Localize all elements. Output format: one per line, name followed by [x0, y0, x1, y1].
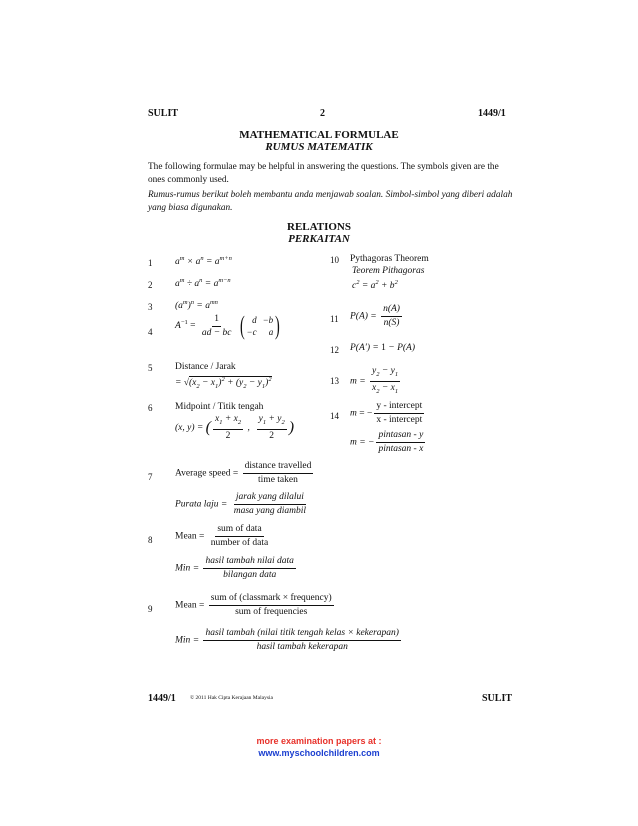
sum-classmark: sum of (classmark × frequency) [209, 593, 334, 606]
min-label: Min [175, 563, 191, 574]
masa-label: masa yang diambil [233, 506, 307, 516]
footer-code: 1449/1 [148, 693, 176, 704]
formula-8-ms: Min = $\frac{\text{hasil tambah nilai data}}{\text{bilangan data}}$ [175, 556, 294, 580]
avg-speed-label: Average speed [175, 468, 231, 479]
pintasan-x: pintasan - x [378, 444, 424, 454]
time-taken: time taken [258, 475, 298, 485]
pythagoras-label: Pythagoras Theorem [350, 254, 429, 264]
distance-travelled: distance travelled [243, 461, 314, 474]
formula-number: 1 [148, 258, 153, 268]
formula-14-ms: m = − $\frac{\text{pintasan - y}}{\text{pintasan - x}}$ [350, 430, 424, 454]
formula-number: 10 [330, 255, 339, 265]
formula-7: Average speed = $\frac{\text{distance travelled}}{\text{time taken}}$ [175, 461, 312, 485]
formula-4: $A^{-1}$ = $\frac{1}{ad - bc}$ ( d −b −c a ) [175, 311, 280, 340]
title-ms: RUMUS MATEMATIK [265, 141, 373, 153]
formula-3: $(a^m)^n = a^{mn}$ [175, 299, 218, 312]
x-intercept: x - intercept [376, 415, 423, 425]
formula-5: = $√(x_2 - x_1)^2 + (y_2 - y_1)^2$ [175, 376, 272, 391]
mean-label: Mean [175, 531, 197, 542]
formula-number: 3 [148, 302, 153, 312]
number-of-data: number of data [210, 538, 269, 548]
section-relations: RELATIONS [287, 221, 351, 233]
formula-number: 9 [148, 604, 153, 614]
formula-7-ms: Purata laju = $\frac{\text{jarak yang dilalui}}{\text{masa yang diambil}}$ [175, 492, 307, 516]
formula-2: $a^m \div a^n = a^{m-n}$ [175, 277, 231, 290]
sum-of-data: sum of data [215, 524, 263, 537]
formula-9-ms: Min = $\frac{\text{hasil tambah (nilai titik tengah kelas × kekerapan)}}{\text{hasil tambah kekerapan}}$ [175, 628, 399, 652]
mean-label-9: Mean [175, 600, 197, 611]
formula-11: P(A) = $\frac{n(A)}{n(S)}$ [350, 304, 400, 328]
header-code: 1449/1 [478, 108, 506, 119]
formula-14: m = − $\frac{\text{y - intercept}}{\text{x - intercept}}$ [350, 401, 423, 425]
pythagoras-label-ms: Teorem Pithagoras [352, 266, 425, 276]
formula-number: 11 [330, 314, 339, 324]
formula-9: Mean = $\frac{\text{sum of (classmark × frequency)}}{\text{sum of frequencies}}$ [175, 593, 332, 617]
hasil-kelas: hasil tambah (nilai titik tengah kelas × kekerapan) [203, 628, 400, 641]
hasil-nilai: hasil tambah nilai data [203, 556, 295, 569]
intro-ms: Rumus-rumus berikut boleh membantu anda menjawab soalan. Simbol-simbol yang diberi adalah yang biasa digunakan. [148, 190, 513, 213]
formula-number: 4 [148, 327, 153, 337]
formula-6: (x, y) = ( $\frac{x_1 + x_2}{2}$ , $\frac{y_1 + y_2}{2}$ ) [175, 414, 295, 441]
formula-number: 7 [148, 472, 153, 482]
formula-number: 5 [148, 363, 153, 373]
formula-number: 8 [148, 535, 153, 545]
title-en: MATHEMATICAL FORMULAE [239, 129, 399, 141]
promo-link[interactable]: www.myschoolchildren.com [258, 748, 380, 758]
hasil-kekerapan: hasil tambah kekerapan [256, 642, 348, 652]
formula-number: 6 [148, 403, 153, 413]
promo-text: more examination papers at : [256, 736, 382, 746]
formula-12: P(A′) = 1 − P(A) [350, 343, 416, 353]
bilangan-data: bilangan data [223, 570, 277, 580]
formula-10: $c^2 = a^2 + b^2$ [352, 279, 398, 292]
pintasan-y: pintasan - y [376, 430, 425, 443]
footer-copyright: © 2011 Hak Cipta Kerajaan Malaysia [190, 695, 273, 701]
footer-sulit: SULIT [482, 693, 513, 704]
formula-number: 2 [148, 280, 153, 290]
min-label-9: Min [175, 635, 191, 646]
formula-number: 13 [330, 376, 339, 386]
formula-number: 14 [330, 411, 339, 421]
page-number: 2 [320, 108, 325, 119]
purata-laju-label: Purata laju [175, 499, 219, 510]
section-perkaitan: PERKAITAN [288, 233, 350, 245]
sum-frequencies: sum of frequencies [235, 607, 308, 617]
jarak-label: jarak yang dilalui [234, 492, 306, 505]
formula-13: m = $\frac{y_2 - y_1}{x_2 - x_1}$ [350, 366, 399, 395]
formula-number: 12 [330, 345, 339, 355]
y-intercept: y - intercept [374, 401, 424, 414]
formula-8: Mean = $\frac{\text{sum of data}}{\text{number of data}}$ [175, 524, 269, 548]
distance-label: Distance / Jarak [175, 362, 236, 372]
formula-1: $a^m \times a^n = a^{m+n}$ [175, 255, 232, 268]
header-sulit: SULIT [148, 108, 179, 119]
intro-en: The following formulae may be helpful in answering the questions. The symbols given are the ones commonly used. [148, 162, 499, 185]
midpoint-label: Midpoint / Titik tengah [175, 402, 264, 412]
